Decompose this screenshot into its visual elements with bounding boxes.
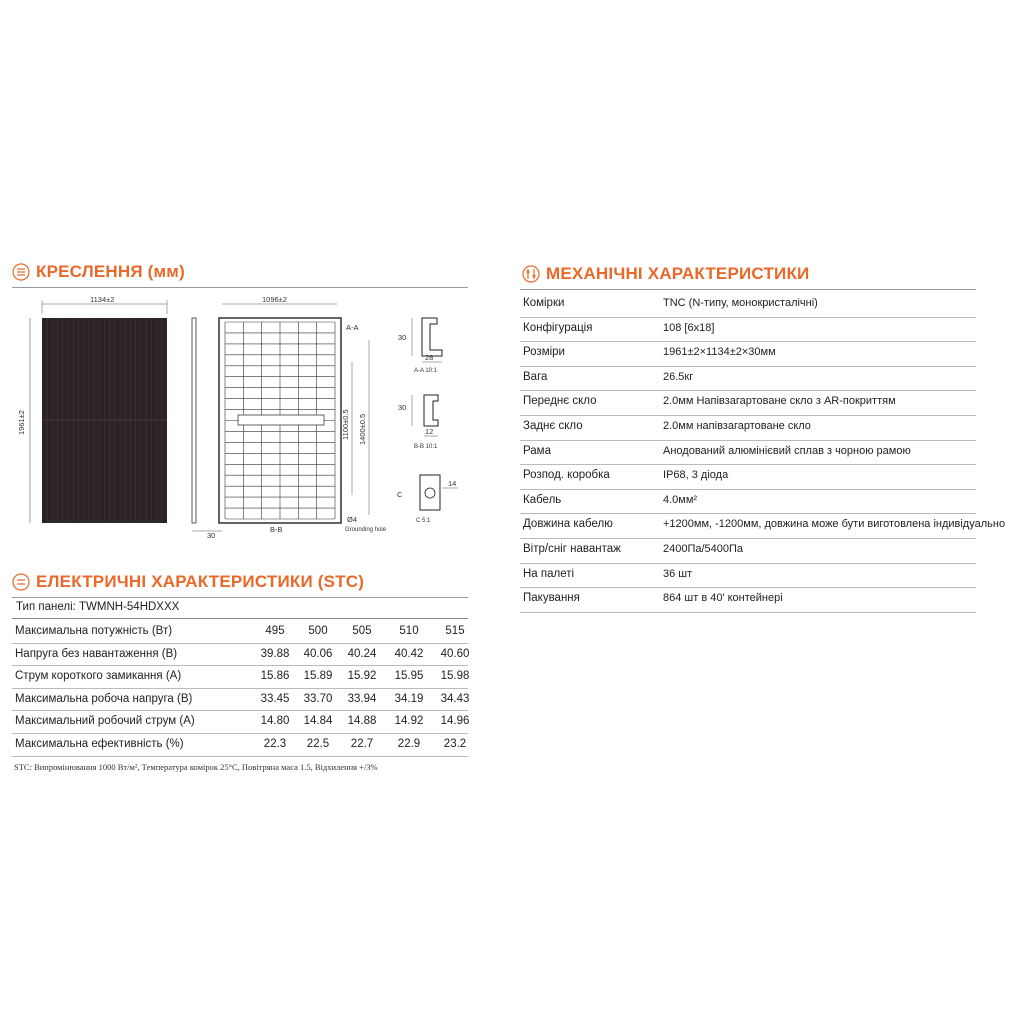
grounding-label: Grounding hole: [345, 527, 387, 533]
electrical-value-cell: 23.2: [443, 738, 467, 750]
mechanical-row-value: 108 [6x18]: [663, 321, 715, 334]
electrical-value-cell: 15.89: [303, 670, 333, 683]
back-panel-view: [219, 295, 387, 534]
electrical-value-cell: 39.88: [260, 647, 290, 660]
electrical-value-cell: 22.9: [397, 738, 421, 750]
mechanical-row-value: 2400Па/5400Па: [663, 543, 744, 555]
mechanical-row-value: 26.5кг: [663, 370, 694, 383]
section-aa-detail: [398, 318, 442, 374]
c-dim: 14: [448, 479, 457, 488]
electrical-row: [12, 733, 468, 756]
bb-width: 12: [425, 427, 434, 436]
bb-section-label: B-B 10:1: [414, 444, 438, 450]
mechanical-section-title: [522, 264, 809, 284]
mechanical-row-value: 4.0мм²: [663, 493, 698, 506]
electrical-row: [12, 643, 468, 666]
electrical-value-cell: 22.5: [306, 738, 330, 750]
lightning-icon: [12, 573, 30, 591]
c-marker: C: [397, 490, 403, 499]
front-panel-view: [17, 295, 167, 523]
side-view: [192, 318, 196, 523]
electrical-row: [12, 710, 468, 733]
drawing-title: КРЕСЛЕННЯ (мм): [36, 262, 185, 281]
electrical-value-cell: 510: [399, 625, 419, 637]
mechanical-row-label: Конфігурація: [523, 321, 593, 334]
mechanical-row: [520, 341, 1020, 366]
electrical-value-cell: 14.84: [303, 715, 333, 728]
electrical-value-cell: 14.80: [260, 715, 290, 728]
mechanical-row: [520, 415, 1020, 440]
aa-section-label: A-A 10:1: [414, 368, 438, 374]
panel-type-divider: [12, 618, 468, 619]
electrical-value-cell: 40.60: [440, 647, 470, 660]
electrical-section-title: [12, 572, 364, 592]
hole-label: Ø4: [347, 515, 358, 524]
electrical-value-cell: 515: [445, 625, 465, 637]
mechanical-row-value: 1961±2×1134±2×30мм: [663, 346, 776, 359]
mechanical-row-value: +1200мм, -1200мм, довжина може бути виготовлена індивідуально: [663, 518, 1006, 531]
electrical-value-cell: 14.96: [440, 715, 470, 728]
electrical-title: ЕЛЕКТРИЧНІ ХАРАКТЕРИСТИКИ (STC): [36, 572, 365, 591]
electrical-value-cell: 15.92: [347, 670, 377, 683]
mechanical-row-value: 2.0мм напівзагартоване скло: [663, 420, 811, 432]
electrical-value-cell: 500: [308, 625, 328, 637]
mechanical-row-value: TNC (N-типу, монокристалічні): [663, 297, 818, 309]
ruler-list-icon: [12, 263, 30, 281]
electrical-row-label: Максимальна потужність (Вт): [15, 625, 173, 637]
electrical-value-cell: 22.7: [350, 738, 374, 750]
mechanical-row: [520, 440, 1020, 465]
electrical-value-cell: 40.06: [303, 647, 333, 660]
drawing-section-title: [12, 262, 185, 282]
electrical-value-cell: 14.92: [394, 715, 424, 728]
aa-height: 30: [398, 333, 407, 342]
electrical-value-cell: 14.88: [347, 715, 377, 728]
electrical-value-cell: 34.19: [394, 692, 424, 705]
mechanical-row: [520, 292, 1020, 317]
panel-type: Тип панелі: TWMNH-54HDXXX: [16, 601, 180, 613]
dim-1400: 1400±0.5: [358, 413, 367, 445]
mechanical-row-value: 2.0мм Напівзагартоване скло з AR-покриттям: [663, 395, 896, 408]
c-section-label: C 5:1: [416, 518, 431, 524]
bb-height: 30: [398, 403, 407, 412]
aa-marker: A-A: [346, 323, 359, 332]
mechanical-row-value: 864 шт в 40' контейнері: [663, 592, 783, 605]
front-width-label: 1134±2: [90, 295, 115, 304]
electrical-row: [12, 665, 468, 688]
panel-drawing: [12, 290, 468, 540]
mechanical-row: [520, 317, 1020, 342]
mechanical-row: [520, 489, 1020, 514]
front-height-label: 1961±2: [17, 410, 26, 435]
section-bb-detail: [398, 395, 438, 450]
electrical-row: [12, 688, 468, 711]
mechanical-row-label: Кабель: [523, 493, 562, 506]
section-c-detail: [397, 475, 458, 524]
stc-note: STC: Випромінювання 1000 Вт/м², Температура комірок 25°С, Повітряна маса 1.5, Відхилення +/3%: [14, 762, 378, 772]
aa-width: 28: [425, 353, 434, 362]
drawing-divider: [12, 287, 468, 288]
electrical-row-label: Максимальна робоча напруга (В): [15, 692, 193, 705]
section-bb-label: B-B: [270, 525, 283, 534]
mechanical-row-label: На палеті: [523, 567, 575, 580]
electrical-value-cell: 33.70: [303, 692, 333, 705]
mechanical-row-label: Розпод. коробка: [523, 469, 610, 482]
mechanical-row-label: Вага: [523, 370, 548, 383]
mechanical-row-label: Довжина кабелю: [523, 518, 613, 531]
mechanical-row-label: Вітр/сніг навантаж: [523, 543, 621, 555]
mechanical-row-label: Рама: [523, 444, 551, 457]
electrical-value-cell: 40.24: [347, 647, 377, 660]
electrical-value-cell: 33.45: [260, 692, 290, 705]
electrical-divider: [12, 597, 468, 598]
mechanical-row: [520, 390, 1020, 415]
dim-1100: 1100±0.5: [341, 409, 350, 440]
electrical-value-cell: 15.98: [440, 670, 470, 683]
electrical-value-cell: 505: [352, 625, 372, 637]
electrical-value-cell: 33.94: [347, 692, 377, 705]
mechanical-row-label: Пакування: [523, 592, 580, 605]
mechanical-row-value: IP68, 3 діода: [663, 469, 729, 482]
mechanical-row: [520, 464, 1020, 489]
mechanical-row-label: Розміри: [523, 346, 565, 359]
mechanical-row-label: Заднє скло: [523, 420, 583, 432]
electrical-value-cell: 34.43: [440, 692, 470, 705]
mechanical-row: [520, 563, 1020, 588]
mechanical-divider: [520, 289, 976, 290]
electrical-row-label: Максимальний робочий струм (А): [15, 715, 195, 728]
mechanical-row-value: 36 шт: [663, 567, 693, 580]
mechanical-row: [520, 366, 1020, 391]
mechanical-row: [520, 538, 1020, 563]
mechanical-row-label: Переднє скло: [523, 395, 597, 408]
electrical-value-cell: 22.3: [263, 738, 287, 750]
electrical-row-label: Максимальна ефективність (%): [15, 738, 184, 750]
electrical-row-label: Струм короткого замикання (А): [15, 670, 182, 683]
electrical-value-cell: 40.42: [394, 647, 424, 660]
electrical-row: [12, 620, 468, 643]
electrical-row-divider: [12, 756, 468, 757]
back-width-label: 1096±2: [262, 295, 287, 304]
mechanical-row: [520, 587, 1020, 612]
mechanical-row-divider: [520, 612, 976, 613]
mechanical-row-value: Анодований алюмінієвий сплав з чорною рамою: [663, 444, 911, 457]
electrical-value-cell: 15.95: [394, 670, 424, 683]
electrical-value-cell: 495: [265, 625, 285, 637]
mechanical-row-label: Комірки: [523, 297, 565, 309]
electrical-value-cell: 15.86: [260, 670, 290, 683]
electrical-row-label: Напруга без навантаження (В): [15, 647, 178, 660]
side-dim-30: 30: [207, 531, 216, 540]
gauge-icon: [522, 265, 540, 283]
mechanical-row: [520, 513, 1020, 538]
mechanical-title: МЕХАНІЧНІ ХАРАКТЕРИСТИКИ: [546, 264, 810, 283]
